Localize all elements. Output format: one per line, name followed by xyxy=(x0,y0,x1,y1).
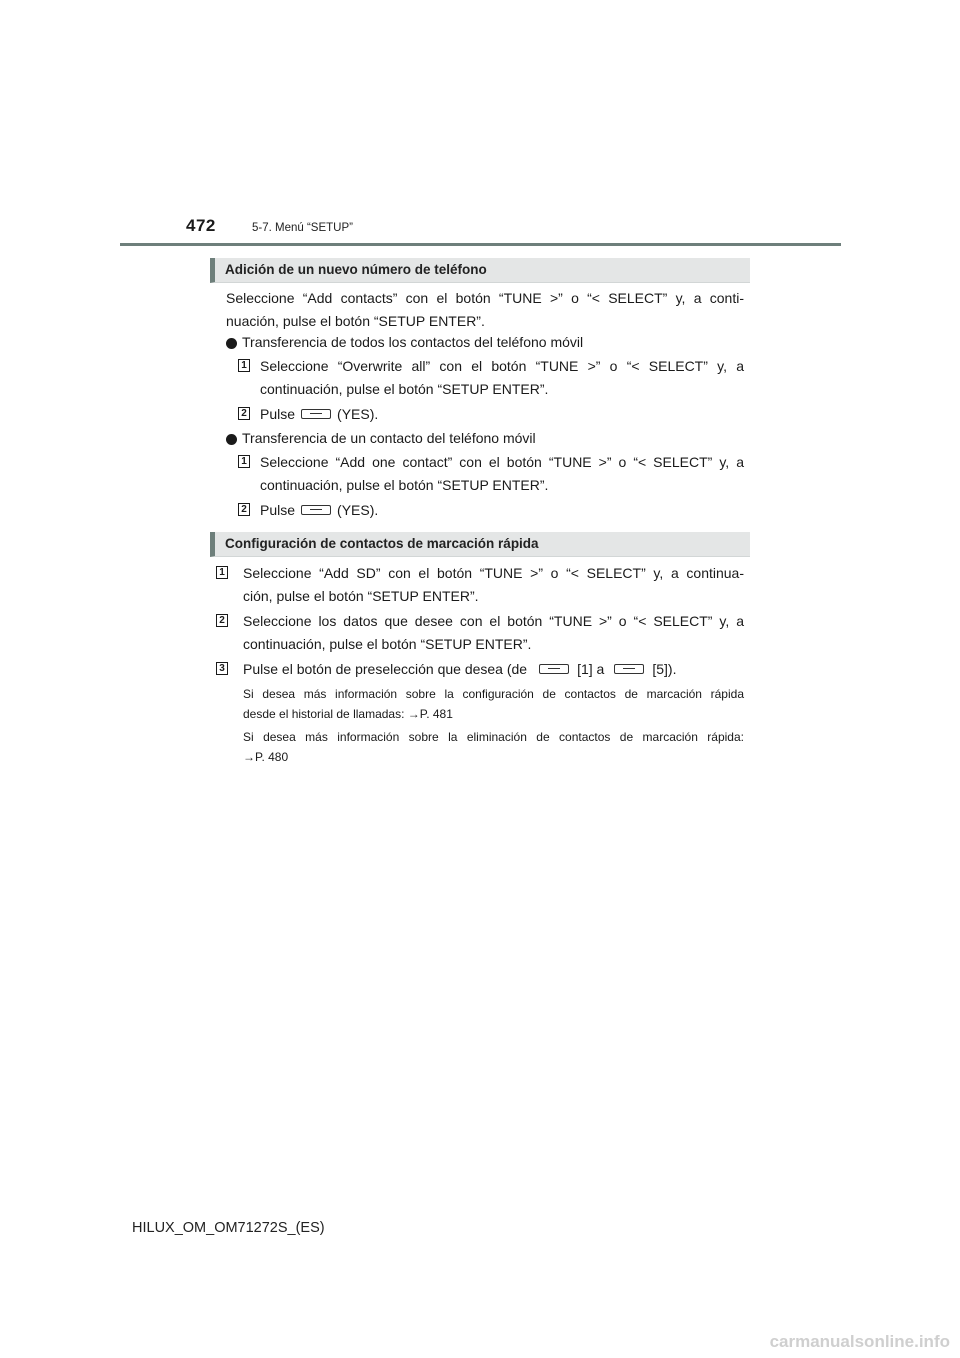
step-text xyxy=(260,355,744,401)
step-text xyxy=(260,451,744,497)
step-badge: 3 xyxy=(216,662,228,675)
bullet-transfer-one xyxy=(226,427,746,450)
note-line-2: →P. 480 xyxy=(243,750,289,764)
note-delete xyxy=(243,727,744,767)
section-heading-text: Adición de un nuevo número de teléfono xyxy=(225,262,487,277)
step-text-post: (YES). xyxy=(337,502,379,518)
bullet-text: Transferencia de todos los contactos del teléfono móvil xyxy=(242,334,584,350)
step-text-post: (YES). xyxy=(337,406,379,422)
step-line-1: Seleccione los datos que desee con el botón “TUNE >” o “< SELECT” y, a xyxy=(243,613,744,629)
button-icon xyxy=(614,664,644,674)
note-line-1: Si desea más información sobre la eliminación de contactos de marcación rápida: xyxy=(243,730,744,744)
header-rule xyxy=(120,243,841,246)
step-badge: 1 xyxy=(238,359,250,372)
step-text-pre: Pulse xyxy=(260,406,296,422)
step-line-2: continuación, pulse el botón “SETUP ENTER”. xyxy=(243,636,532,652)
intro-paragraph xyxy=(226,287,744,333)
step-text xyxy=(260,403,378,426)
step-line-1: Seleccione “Add one contact” con el botón “TUNE >” o “< SELECT” y, a xyxy=(260,454,744,470)
chapter-title: 5-7. Menú “SETUP” xyxy=(252,222,353,234)
step-badge: 2 xyxy=(216,614,228,627)
step-line-1: Seleccione “Add SD” con el botón “TUNE >” o “< SELECT” y, a continua- xyxy=(243,565,744,581)
section-heading-speed-dial xyxy=(210,532,750,557)
footer-doc-code: HILUX_OM_OM71272S_(ES) xyxy=(132,1220,325,1236)
bullet-text: Transferencia de un contacto del teléfono móvil xyxy=(242,430,536,446)
step-text xyxy=(243,610,744,656)
step-line-2: continuación, pulse el botón “SETUP ENTER”. xyxy=(260,477,549,493)
step-line-2: continuación, pulse el botón “SETUP ENTER”. xyxy=(260,381,549,397)
watermark: carmanualsonline.info xyxy=(769,1332,950,1351)
note-history xyxy=(243,684,744,724)
button-icon xyxy=(539,664,569,674)
note-line-1: Si desea más información sobre la configuración de contactos de marcación rápida xyxy=(243,687,744,701)
step-badge: 1 xyxy=(238,455,250,468)
intro-line-1: Seleccione “Add contacts” con el botón “TUNE >” o “< SELECT” y, a conti- xyxy=(226,290,744,306)
note-line-2: desde el historial de llamadas: →P. 481 xyxy=(243,707,453,721)
bullet-transfer-all xyxy=(226,331,746,354)
step-text-mid: [1] a xyxy=(577,661,605,677)
step-text-post: [5]). xyxy=(652,661,677,677)
step-text xyxy=(243,562,744,608)
step-badge: 2 xyxy=(238,407,250,420)
step-text-pre: Pulse xyxy=(260,502,296,518)
step-badge: 1 xyxy=(216,566,228,579)
button-icon xyxy=(301,409,331,419)
intro-line-2: nuación, pulse el botón “SETUP ENTER”. xyxy=(226,313,485,329)
button-icon xyxy=(301,505,331,515)
step-badge: 2 xyxy=(238,503,250,516)
section-heading-new-number xyxy=(210,258,750,283)
step-line-1: Seleccione “Overwrite all” con el botón “TUNE >” o “< SELECT” y, a xyxy=(260,358,744,374)
step-text xyxy=(260,499,378,522)
page-number: 472 xyxy=(186,216,216,235)
bullet-dot-icon xyxy=(226,338,237,349)
step-line-2: ción, pulse el botón “SETUP ENTER”. xyxy=(243,588,479,604)
section-heading-text: Configuración de contactos de marcación rápida xyxy=(225,536,539,551)
step-text-pre: Pulse el botón de preselección que desea (de xyxy=(243,661,528,677)
step-text xyxy=(243,658,676,681)
bullet-dot-icon xyxy=(226,434,237,445)
